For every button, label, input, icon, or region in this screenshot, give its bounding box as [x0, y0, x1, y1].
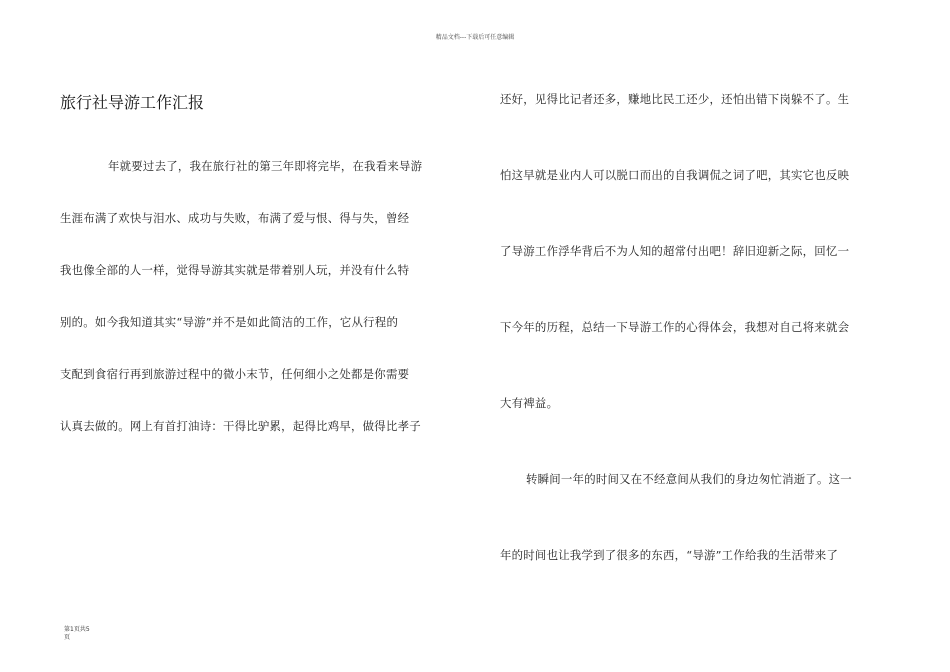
text-line: 年就要过去了，我在旅行社的第三年即将完毕，在我看来导游	[108, 159, 423, 173]
page-number	[64, 626, 90, 642]
document-title: 旅行社导游工作汇报	[60, 93, 205, 112]
text-line: 怕这早就是业内人可以脱口而出的自我调侃之词了吧，其实它也反映	[500, 168, 850, 182]
page-number-line: 第1页共5	[64, 626, 90, 633]
text-line: 别的。如今我知道其实“导游”并不是如此简洁的工作，它从行程的	[60, 315, 399, 329]
header-watermark: 精品文档---下载后可任意编辑	[435, 34, 515, 41]
text-line: 年的时间也让我学到了很多的东西，“导游”工作给我的生活带来了	[500, 548, 839, 562]
text-line: 还好，见得比记者还多，赚地比民工还少，还怕出错下岗躲不了。生	[500, 92, 850, 106]
text-line: 认真去做的。网上有首打油诗：干得比驴累，起得比鸡早，做得比孝子	[60, 419, 421, 433]
text-line: 支配到食宿行再到旅游过程中的微小末节，任何细小之处都是你需要	[60, 367, 410, 381]
text-line: 转瞬间一年的时间又在不经意间从我们的身边匆忙消逝了。这一	[526, 472, 852, 486]
text-line: 了导游工作浮华背后不为人知的超常付出吧！辞旧迎新之际，回忆一	[500, 244, 850, 258]
text-line: 大有裨益。	[500, 396, 559, 410]
page-number-line: 页	[64, 634, 71, 641]
text-line: 我也像全部的人一样，觉得导游其实就是带着别人玩，并没有什么特	[60, 263, 410, 277]
text-line: 生涯布满了欢快与泪水、成功与失败，布满了爱与恨、得与失，曾经	[60, 211, 410, 225]
text-line: 下今年的历程，总结一下导游工作的心得体会，我想对自己将来就会	[500, 320, 850, 334]
